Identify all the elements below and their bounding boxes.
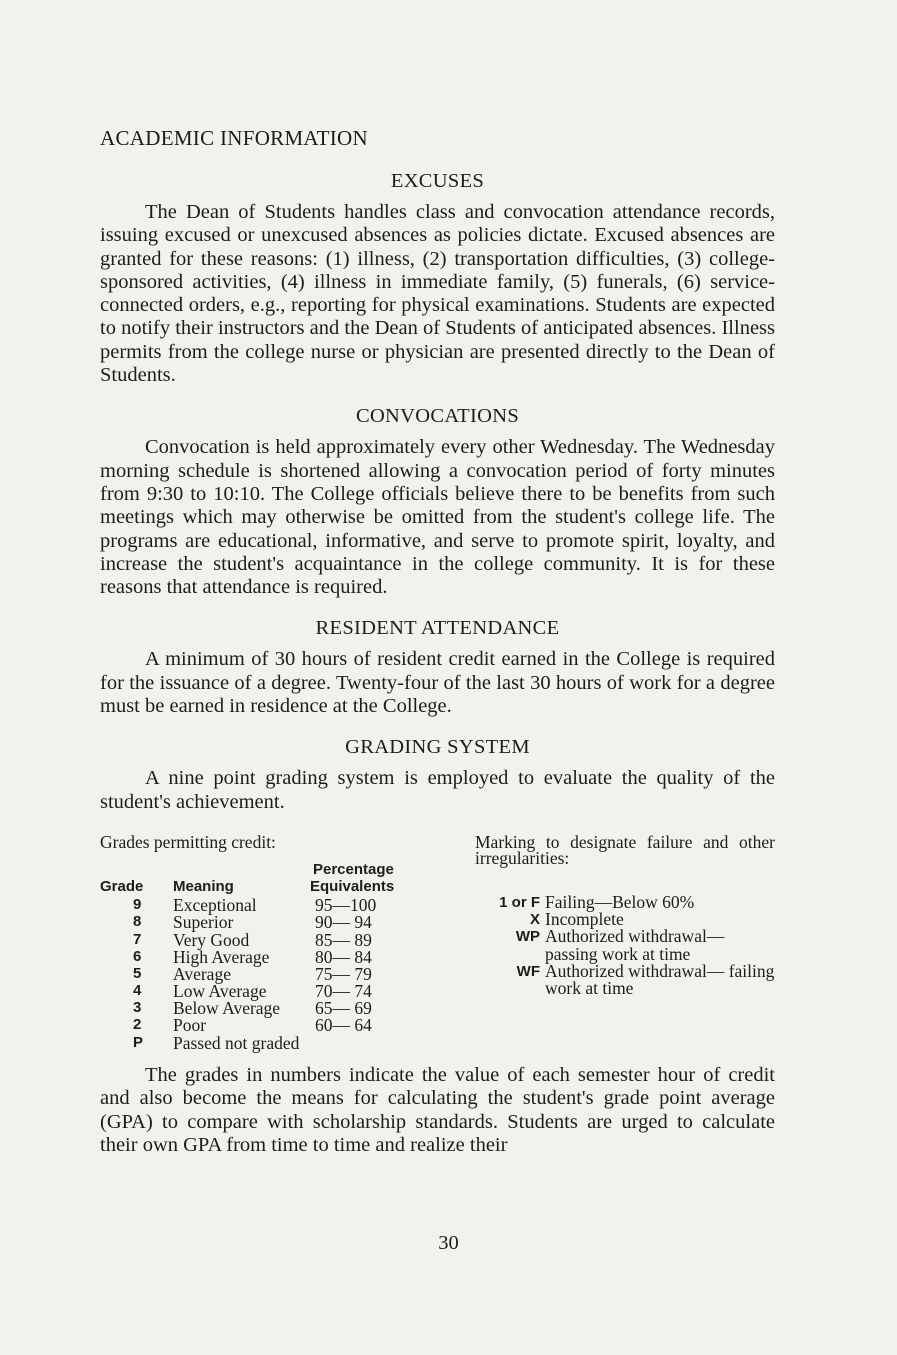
percentage-cell: 90— 94 xyxy=(315,912,372,933)
marking-code: WF xyxy=(516,962,540,980)
table-row xyxy=(100,981,430,1002)
marking-description: Failing—Below 60% xyxy=(545,891,695,912)
meaning-cell: Exceptional xyxy=(173,895,257,916)
credit-grades-table xyxy=(100,831,430,1053)
meaning-cell: Average xyxy=(173,963,231,984)
marking-row xyxy=(475,928,775,962)
section-heading-excuses: EXCUSES xyxy=(390,170,485,192)
table-row xyxy=(100,912,430,933)
grade-cell: 7 xyxy=(133,930,142,948)
header-meaning: Meaning xyxy=(173,878,234,896)
marking-code: 1 or F xyxy=(499,893,540,911)
grade-cell: 4 xyxy=(133,982,142,1000)
table-row xyxy=(100,946,430,967)
marking-description: Authorized withdrawal— passing work at time xyxy=(545,926,725,964)
credit-table-caption: Grades permitting credit: xyxy=(100,831,276,852)
grade-cell: 5 xyxy=(133,964,142,982)
table-row xyxy=(100,1032,430,1053)
percentage-cell: 80— 84 xyxy=(315,946,372,967)
percentage-cell: 95—100 xyxy=(315,895,377,916)
paragraph-excuses: The Dean of Students handles class and convocation attendance records, issuing excused or unexcused absences as policies dictate. Excused absences are granted for these reasons: (1) illness, (2) transportation difficulties, (3) college-sponsored activities, (4) illness in immediate family, (5) funerals, (6) service-connected orders, e.g., reporting for physical examinations. Students are expected to notify their instructors and the Dean of Students of anticipated absences. Illness permits from the college nurse or physician are presented directly to the Dean of Students. xyxy=(100,201,775,387)
header-equivalents: Equivalents xyxy=(310,878,395,896)
grade-cell: 8 xyxy=(133,913,142,931)
meaning-cell: Low Average xyxy=(173,981,267,1002)
grade-cell: 3 xyxy=(133,999,142,1017)
grade-cell: 9 xyxy=(133,896,142,914)
marking-table xyxy=(475,831,775,998)
meaning-cell: Passed not graded xyxy=(173,1032,300,1053)
table-row xyxy=(100,998,430,1019)
marking-table-caption: Marking to designate failure and other irregularities: xyxy=(475,831,775,869)
paragraph-resident-attendance: A minimum of 30 hours of resident credit earned in the College is required for the issuance of a degree. Twenty-four of the last 30 hours of work for a degree must be earned in residence at the College. xyxy=(100,648,775,718)
meaning-cell: Very Good xyxy=(173,929,250,950)
grade-cell: 6 xyxy=(133,947,142,965)
header-percentage: Percentage xyxy=(313,861,394,879)
marking-description: Incomplete xyxy=(545,909,624,930)
page-content xyxy=(100,170,775,1157)
table-row xyxy=(100,895,430,916)
percentage-cell: 85— 89 xyxy=(315,929,372,950)
section-heading-grading-system: GRADING SYSTEM xyxy=(345,736,530,759)
percentage-cell: 60— 64 xyxy=(315,1015,372,1036)
section-heading-convocations: CONVOCATIONS xyxy=(355,405,520,428)
table-row xyxy=(100,963,430,984)
marking-row xyxy=(475,960,775,998)
table-row xyxy=(100,1015,430,1036)
percentage-cell: 65— 69 xyxy=(315,998,372,1019)
meaning-cell: Below Average xyxy=(173,998,281,1019)
table-row xyxy=(100,929,430,950)
meaning-cell: Poor xyxy=(173,1015,207,1036)
grade-cell: P xyxy=(133,1033,144,1051)
percentage-cell: 70— 74 xyxy=(315,981,372,1002)
paragraph-convocations: Convocation is held approximately every other Wednesday. The Wednesday morning schedule is shortened allowing a convocation period of forty minutes from 9:30 to 10:10. The College officials believe there to be benefits from such meetings which may otherwise be omitted from the student's college life. The programs are educational, informative, and serve to promote spirit, loyalty, and increase the student's acquaintance in the college community. It is for these reasons that attendance is required. xyxy=(100,436,775,599)
meaning-cell: High Average xyxy=(173,946,270,967)
page-number: 30 xyxy=(438,1232,459,1254)
marking-row xyxy=(475,891,775,912)
section-heading-resident-attendance: RESIDENT ATTENDANCE xyxy=(315,617,560,640)
marking-description: Authorized withdrawal— failing work at time xyxy=(545,960,775,998)
grade-cell: 2 xyxy=(133,1016,142,1034)
percentage-cell: 75— 79 xyxy=(315,963,372,984)
paragraph-grade-explanation: The grades in numbers indicate the value of each semester hour of credit and also become the means for calculating the student's grade point average (GPA) to compare with scholarship standards. Students are urged to calculate their own GPA from time to time and realize their xyxy=(100,1063,775,1156)
paragraph-grading-system: A nine point grading system is employed to evaluate the quality of the student's achievement. xyxy=(100,767,775,813)
header-grade: Grade xyxy=(100,878,144,896)
marking-code: X xyxy=(529,911,540,929)
running-head: ACADEMIC INFORMATION xyxy=(100,126,368,150)
meaning-cell: Superior xyxy=(173,912,234,933)
grading-tables xyxy=(100,831,775,1064)
marking-code: WP xyxy=(515,928,540,946)
